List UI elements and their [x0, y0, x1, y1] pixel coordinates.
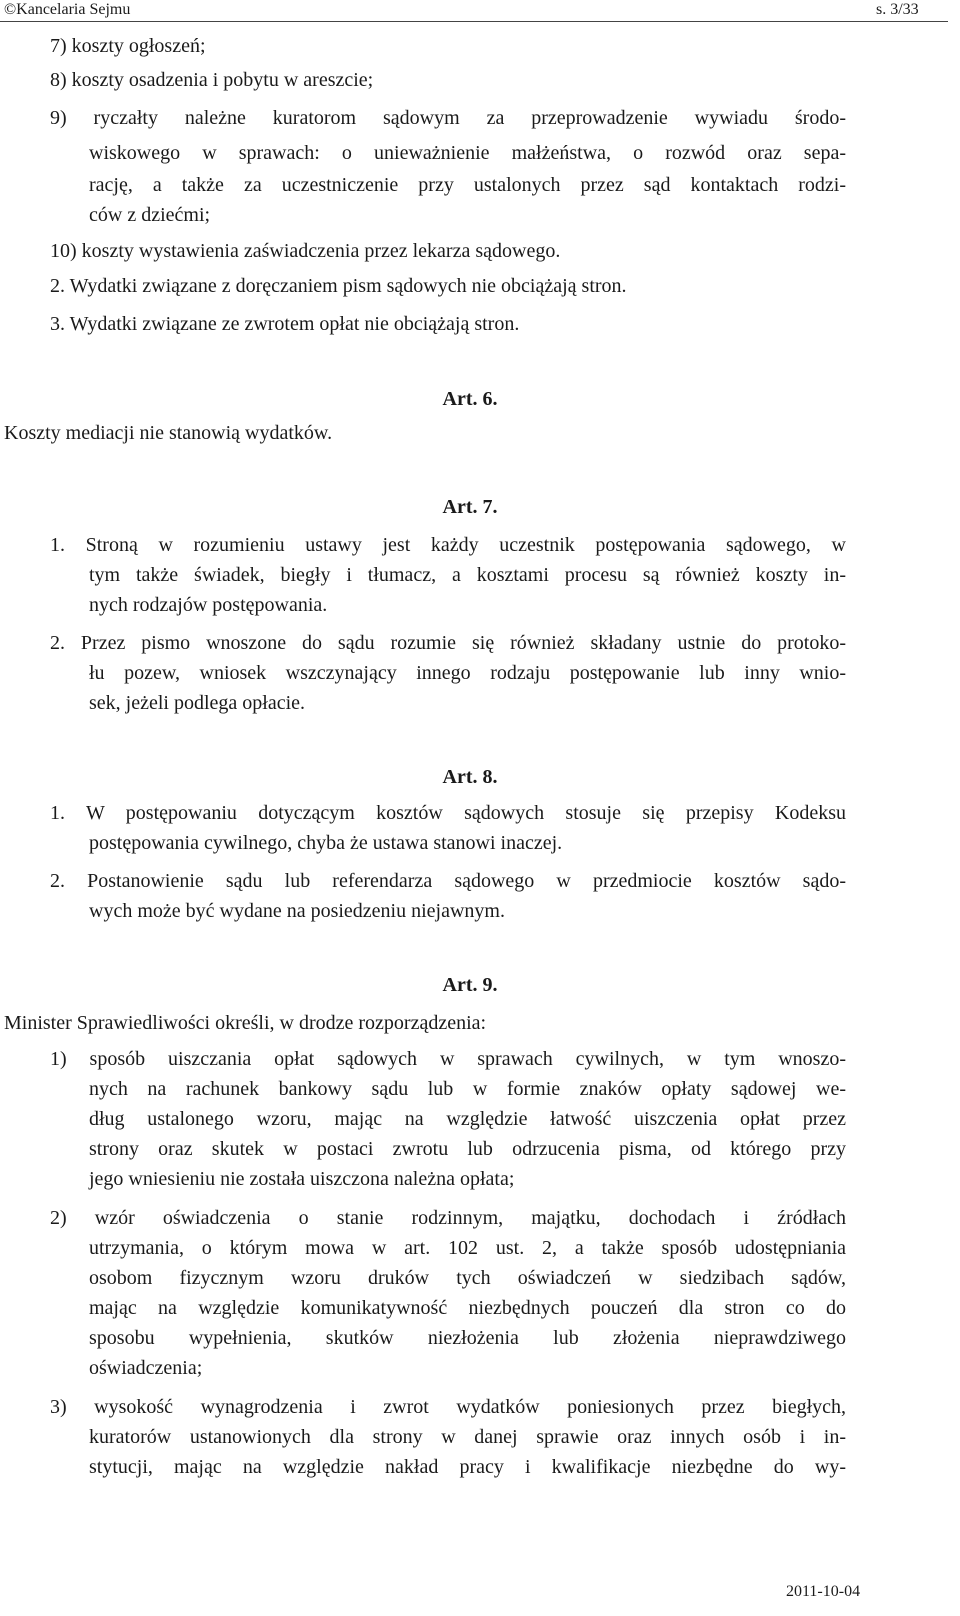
text-line: dług ustalonego wzoru, mając na względzie łatwość uiszczenia opłat przez [89, 1108, 846, 1130]
text-line: 10) koszty wystawienia zaświadczenia przez lekarza sądowego. [50, 240, 561, 262]
footer-date: 2011-10-04 [786, 1583, 861, 1600]
text-line: 3. Wydatki związane ze zwrotem opłat nie obciążają stron. [50, 313, 520, 335]
text-line: osobom fizycznym wzoru druków tych oświadczeń w siedzibach sądów, [89, 1267, 846, 1289]
text-line: 7) koszty ogłoszeń; [50, 35, 206, 57]
text-line: wiskowego w sprawach: o unieważnienie małżeństwa, o rozwód oraz sepa- [89, 142, 846, 164]
text-line: mając na względzie komunikatywność niezbędnych pouczeń dla stron co do [89, 1297, 846, 1319]
header-page-number: s. 3/33 [876, 1, 919, 18]
text-line: 1) sposób uiszczania opłat sądowych w sprawach cywilnych, w tym wnoszo- [50, 1048, 846, 1070]
header-copyright: ©Kancelaria Sejmu [4, 1, 131, 18]
text-line: stytucji, mając na względzie nakład pracy i kwalifikacje niezbędne do wy- [89, 1456, 846, 1478]
article-heading: Art. 7. [442, 496, 498, 518]
text-line: kuratorów ustanowionych dla strony w danej sprawie oraz innych osób i in- [89, 1426, 846, 1448]
text-line: rację, a także za uczestniczenie przy ustalonych przez sąd kontaktach rodzi- [89, 174, 846, 196]
header-divider [0, 21, 948, 22]
text-line: 2. Przez pismo wnoszone do sądu rozumie się również składany ustnie do protoko- [50, 632, 846, 654]
text-line: 9) ryczałty należne kuratorom sądowym za przeprowadzenie wywiadu środo- [50, 107, 846, 129]
text-line: 2) wzór oświadczenia o stanie rodzinnym, majątku, dochodach i źródłach [50, 1207, 846, 1229]
text-line: ców z dziećmi; [89, 204, 211, 226]
text-line: 1. W postępowaniu dotyczącym kosztów sądowych stosuje się przepisy Kodeksu [50, 802, 846, 824]
text-line: 1. Stroną w rozumieniu ustawy jest każdy uczestnik postępowania sądowego, w [50, 534, 846, 556]
text-line: Minister Sprawiedliwości określi, w drodze rozporządzenia: [4, 1012, 487, 1034]
text-line: jego wniesieniu nie została uiszczona należna opłata; [89, 1168, 515, 1190]
text-line: wych może być wydane na posiedzeniu niejawnym. [89, 900, 505, 922]
text-line: utrzymania, o którym mowa w art. 102 ust. 2, a także sposób udostępniania [89, 1237, 846, 1259]
text-line: 2. Postanowienie sądu lub referendarza sądowego w przedmiocie kosztów sądo- [50, 870, 846, 892]
text-line: Koszty mediacji nie stanowią wydatków. [4, 422, 333, 444]
text-line: nych rodzajów postępowania. [89, 594, 328, 616]
article-heading: Art. 9. [442, 974, 498, 996]
text-line: sposobu wypełnienia, skutków niezłożenia lub złożenia nieprawdziwego [89, 1327, 846, 1349]
article-heading: Art. 6. [442, 388, 498, 410]
text-line: tym także świadek, biegły i tłumacz, a kosztami procesu są również koszty in- [89, 564, 846, 586]
text-line: postępowania cywilnego, chyba że ustawa stanowi inaczej. [89, 832, 563, 854]
text-line: oświadczenia; [89, 1357, 203, 1379]
text-line: 2. Wydatki związane z doręczaniem pism sądowych nie obciążają stron. [50, 275, 627, 297]
text-line: nych na rachunek bankowy sądu lub w formie znaków opłaty sądowej we- [89, 1078, 846, 1100]
text-line: sek, jeżeli podlega opłacie. [89, 692, 306, 714]
text-line: 8) koszty osadzenia i pobytu w areszcie; [50, 69, 374, 91]
text-line: łu pozew, wniosek wszczynający innego rodzaju postępowanie lub inny wnio- [89, 662, 846, 684]
text-line: 3) wysokość wynagrodzenia i zwrot wydatków poniesionych przez biegłych, [50, 1396, 846, 1418]
article-heading: Art. 8. [442, 766, 498, 788]
text-line: strony oraz skutek w postaci zwrotu lub odrzucenia pisma, od którego przy [89, 1138, 846, 1160]
